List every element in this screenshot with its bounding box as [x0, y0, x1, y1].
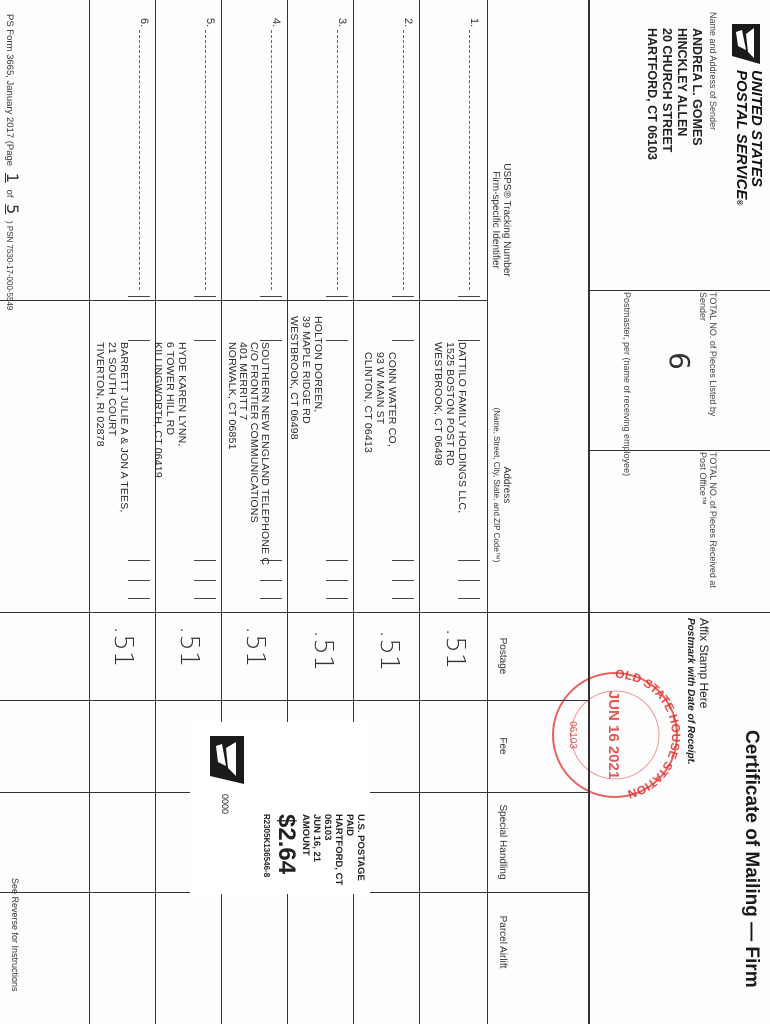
row-number: 3. [336, 18, 348, 28]
pieces-listed-label: TOTAL NO. of Pieces Listed by Sender [698, 292, 718, 417]
usps-logo-text [732, 70, 764, 205]
logo-line-1: UNITED STATES [748, 70, 765, 187]
address-line: NORWALK, CT 06851 [226, 342, 238, 450]
row-number: 6. [138, 18, 150, 28]
address-line: WESTBROOK, CT 06498 [288, 316, 300, 440]
address-line: 401 MERRITT 7 [237, 342, 249, 421]
address-header-line2: (Name, Street, City, State, and ZIP Code™) [492, 407, 501, 563]
col-header-fee: Fee [497, 737, 508, 755]
address-line: BARRETT JULIE A & JON A TEES, [118, 342, 130, 513]
address-line: 39 MAPLE RIDGE RD [300, 316, 312, 424]
address-line: 93 W MAIN ST [374, 352, 386, 425]
form-id: PS Form 3665, January 2017 (Page [4, 14, 15, 167]
reverse-instructions: See Reverse for Instructions [10, 878, 20, 992]
sender-line: ANDREA L. GOMES [690, 28, 704, 146]
affix-stamp-line2: Postmark with Date of Receipt. [685, 618, 696, 765]
address-header-line1: Address [501, 466, 512, 504]
row-postage: .51 [174, 626, 204, 668]
meter-code: R2305K136546-8 [262, 814, 271, 878]
row-number: 2. [402, 18, 414, 28]
row-address [152, 342, 188, 478]
row-postage: .51 [440, 628, 470, 670]
meter-text [261, 814, 366, 894]
form-footer [3, 14, 22, 310]
address-line: TIVERTON, RI 02878 [94, 342, 106, 447]
postmark-stamp [540, 660, 690, 810]
usps-eagle-icon [728, 22, 764, 66]
svg-text:OLD STATE HOUSE STATION [615, 667, 683, 802]
tracking-header-line2: Firm-specific Identifier [490, 171, 501, 269]
address-line: HYDE KAREN LYNN, [176, 342, 188, 447]
postmark-zip: 06103 [567, 721, 578, 749]
postmaster-label: Postmaster, per (name of receiving employee) [622, 292, 632, 477]
logo-mark: ® [735, 199, 744, 206]
sender-line: HARTFORD, CT 06103 [645, 28, 659, 160]
postmark-date: JUN 16 2021 [605, 690, 622, 780]
col-header-postage: Postage [497, 637, 508, 675]
affix-stamp-line1: Affix Stamp Here [697, 618, 711, 709]
address-line: CLINTON, CT 06413 [362, 352, 374, 454]
meter-line: AMOUNT [300, 814, 311, 856]
sender-address [644, 28, 704, 160]
sender-line: HINCKLEY ALLEN [675, 28, 689, 137]
row-postage: .51 [108, 626, 138, 668]
meter-amount: $2.64 [273, 814, 300, 875]
meter-label [190, 722, 370, 894]
address-line: 6 TOWER HILL RD [164, 342, 176, 436]
sender-label: Name and Address of Sender [708, 12, 718, 131]
meter-eagle-icon [206, 732, 250, 788]
page-of: of [4, 189, 15, 198]
pieces-received-label: TOTAL NO. of Pieces Received at Post Office™ [698, 452, 718, 588]
page-title: Certificate of Mailing — Firm [741, 730, 762, 988]
address-line: DATTILO FAMILY HOLDINGS LLC, [456, 342, 468, 514]
row-number: 1. [468, 18, 480, 28]
address-line: CONN WATER CO, [386, 352, 398, 447]
logo-line-2: POSTAL SERVICE [733, 70, 750, 200]
row-address [432, 342, 468, 513]
address-line: HOLTON DOREEN, [312, 316, 324, 413]
meter-line: U.S. POSTAGE PAID [344, 814, 366, 881]
meter-small-code: 0000 [220, 794, 230, 815]
row-address [362, 352, 398, 453]
pieces-listed-value: 6 [663, 352, 696, 370]
address-line: WESTBROOK, CT 06498 [432, 342, 444, 466]
row-postage: .51 [240, 626, 270, 668]
meter-line: JUN 16, 21 [311, 814, 322, 863]
address-line: SOUTHERN NEW ENGLAND TELEPHONE C [259, 342, 271, 566]
address-line: 1525 BOSTON POST RD [444, 342, 456, 466]
psn-number: ) PSN 7530-17-000-5549 [5, 220, 14, 311]
address-line: C/O FRONTIER COMMUNICATIONS [248, 342, 260, 523]
row-number: 5. [204, 18, 216, 28]
row-address [288, 316, 324, 440]
col-header-address [492, 370, 512, 600]
col-header-tracking [490, 150, 512, 290]
meter-line: 06103 [322, 814, 333, 841]
address-line: 21 SOUTH COURT [106, 342, 118, 437]
page-number: 1 [3, 172, 22, 183]
row-postage: .51 [374, 630, 404, 672]
col-header-parcel-airlift: Parcel Airlift [497, 915, 508, 969]
address-line: KILLINGWORTH, CT 06419 [152, 342, 164, 478]
row-number: 4. [270, 18, 282, 28]
row-postage: .51 [308, 630, 338, 672]
tracking-header-line1: USPS® Tracking Number [501, 163, 512, 277]
sender-line: 20 CHURCH STREET [660, 28, 674, 153]
meter-line: HARTFORD, CT [333, 814, 344, 886]
row-address [226, 342, 270, 565]
col-header-special-handling: Special Handling [497, 804, 508, 880]
page-total: 5 [3, 204, 22, 215]
postmark-ring-text: OLD STATE HOUSE STATION [614, 666, 684, 802]
row-address [94, 342, 130, 513]
